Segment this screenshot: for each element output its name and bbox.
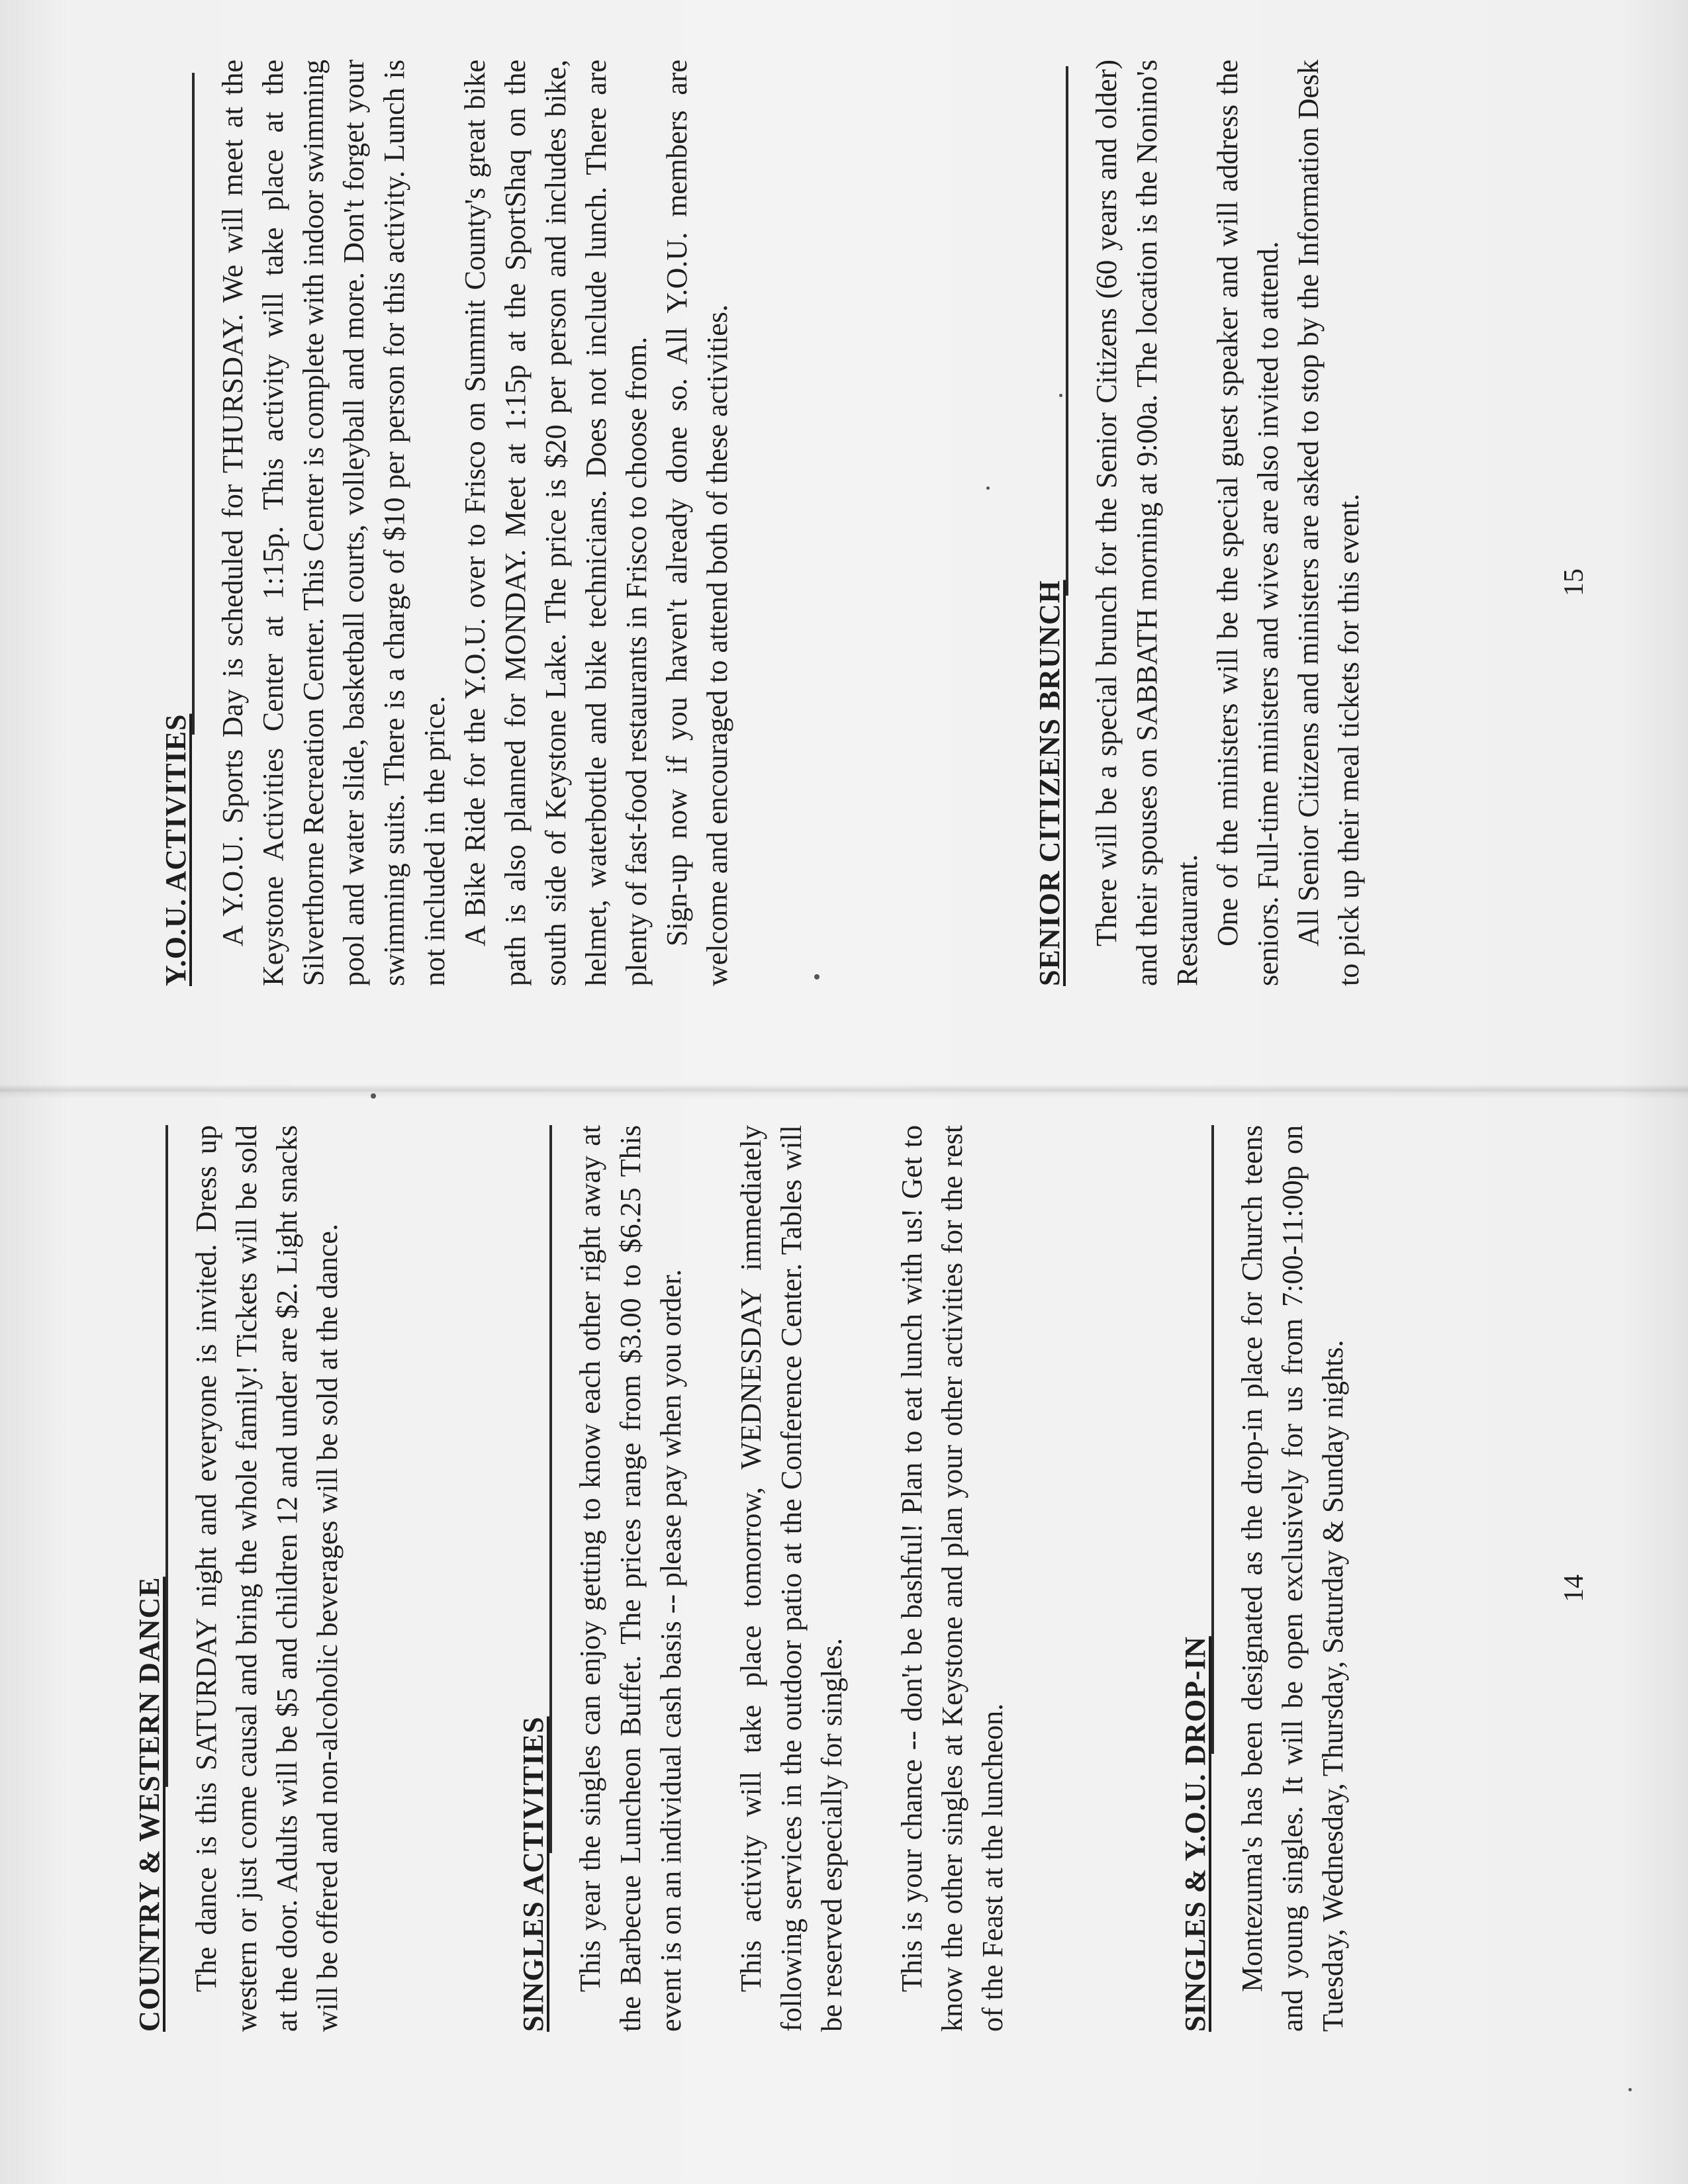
paragraph: A Y.O.U. Sports Day is scheduled for THURSDAY. We will meet at the Keystone Activities Center at 1:15p. This activity will take place at the Silverthorne Recreation Center. This Center is complete with indoor swimming pool and water slide, basketball courts, volleyball and more. Don't forget your swimming suits. There is a charge of $10 per person for this activity. Lunch is not included in the price. — [216, 60, 451, 986]
country-western-dance-section — [132, 1125, 348, 2032]
paragraph: Sign-up now if you haven't already done so. All Y.O.U. members are welcome and encouraged to attend both of these activities. — [661, 60, 733, 986]
page-14 — [0, 1092, 1688, 2184]
section-heading: Y.O.U. ACTIVITIES — [160, 713, 192, 986]
paragraph: One of the ministers will be the special guest speaker and will address the seniors. Full-time ministers and wives are also invited to attend. — [1211, 60, 1284, 986]
paragraph: All Senior Citizens and ministers are asked to stop by the Information Desk to pick up their meal tickets for this event. — [1292, 60, 1365, 986]
senior-citizens-brunch-section — [1033, 60, 1369, 986]
paragraph: This is your chance -- don't be bashful! Plan to eat lunch with us! Get to know the other singles at Keystone and plan your other activities for the rest of the Feast at the luncheon. — [896, 1125, 1009, 2032]
section-heading: SINGLES & Y.O.U. DROP-IN — [1179, 1636, 1211, 2032]
page-number: 14 — [1559, 1574, 1589, 1602]
paragraph: The dance is this SATURDAY night and everyone is invited. Dress up western or just come causal and bring the whole family! Tickets will be sold at the door. Adults will be $5 and children 12 and under are $2. Light snacks will be offered and non-alcoholic beverages will be sold at the dance. — [190, 1125, 344, 2032]
section-heading: SENIOR CITIZENS BRUNCH — [1033, 580, 1066, 986]
section-heading: SINGLES ACTIVITIES — [517, 1716, 549, 2032]
singles-you-drop-in-section — [1178, 1125, 1353, 2032]
page-number: 15 — [1559, 569, 1589, 596]
paragraph: This year the singles can enjoy getting to know each other right away at the Barbecue Luncheon Buffet. The prices range from $3.00 to $6.25 This event is on an individual cash basis -- please pay when you order. — [574, 1125, 687, 2032]
paragraph: A Bike Ride for the Y.O.U. over to Frisco on Summit County's great bike path is also planned for MONDAY. Meet at 1:15p at the SportShaq on the south side of Keystone Lake. The price is $20 per person and includes bike, helmet, waterbottle and bike technicians. Does not include lunch. There are plenty of fast-food restaurants in Frisco to choose from. — [459, 60, 653, 986]
singles-activities-section — [516, 1125, 1013, 2032]
paragraph: Montezuma's has been designated as the drop-in place for Church teens and young singles. It will be open exclusively for us from 7:00-11:00p on Tuesday, Wednesday, Thursday, Saturday & Sunday nights. — [1236, 1125, 1349, 2032]
paragraph: This activity will take place tomorrow, WEDNESDAY immediately following services in the outdoor patio at the Conference Center. Tables will be reserved especially for singles. — [735, 1125, 848, 2032]
section-heading: COUNTRY & WESTERN DANCE — [133, 1576, 165, 2032]
paragraph: There will be a special brunch for the Senior Citizens (60 years and older) and their spouses on SABBATH morning at 9:00a. The location is the Nonino's Restaurant. — [1090, 60, 1203, 986]
you-activities-section — [159, 60, 737, 986]
